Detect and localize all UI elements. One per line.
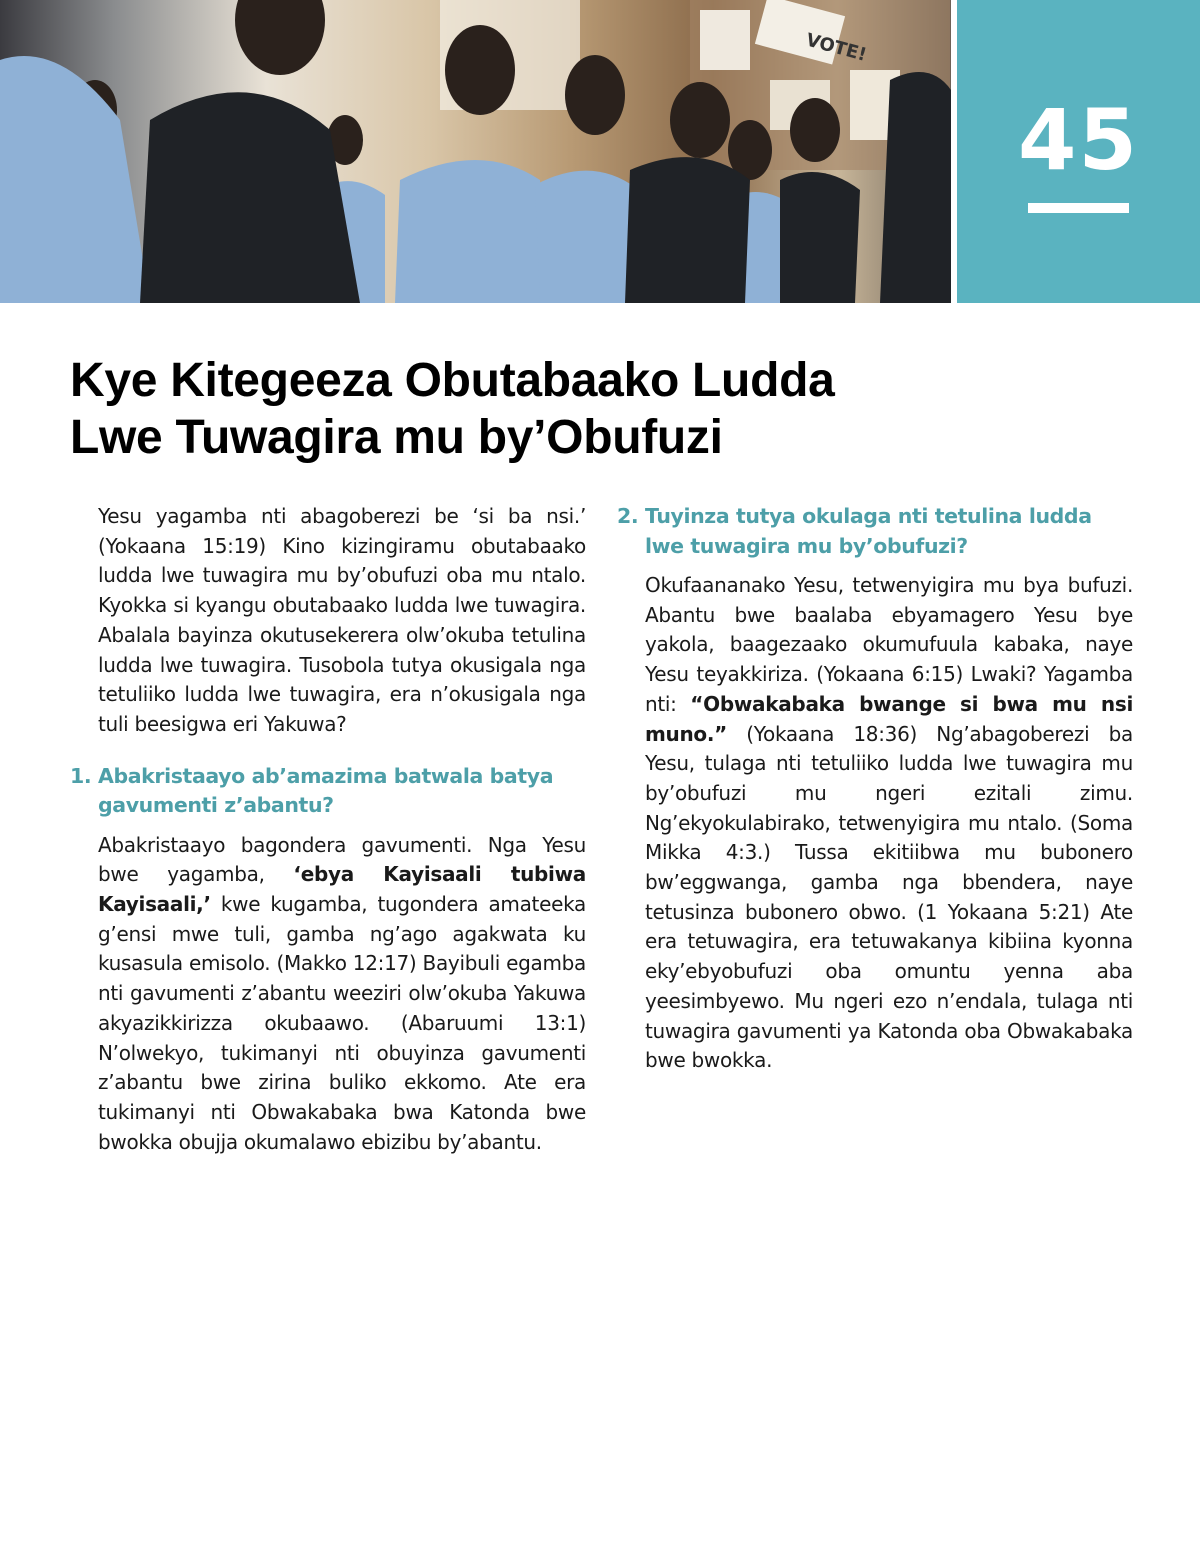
lesson-number-badge [957, 0, 1200, 303]
lesson-number: 45 [1018, 91, 1139, 189]
section-1-bold-quote: ‘ebya Kayisaali tubiwa Kayisaali,’ [98, 862, 586, 917]
section-2-number: 2. [617, 504, 639, 528]
lesson-number-underline [1028, 203, 1129, 213]
section-2-text-a: Okufaananako Yesu, tetwenyigira mu bya bufuzi. Abantu bwe baalaba ebyamagero Yesu bye yakola, baagezaako okumufuula kabaka, naye Yesu teyakkiriza. (Yokaana 6:15) Lwaki? Yagamba nti: [645, 573, 1133, 716]
students-standing-illustration [0, 0, 951, 303]
left-column [70, 502, 586, 1157]
title-line-2: Lwe Tuwagira mu by’Obufuzi [70, 411, 723, 464]
vote-sign-text: VOTE! [803, 29, 869, 66]
section-1-text-b: kwe kugamba, tugondera amateeka g’ensi mwe tuli, gamba ng’ago agakwata ku kusasula emisolo. (Makko 12:17) Bayibuli egamba nti gavumenti z’abantu weeziri olw’okuba Yakuwa akyazikkirizza okubaawo. (Abaruumi 13:1) N’olwekyo, tukimanyi nti obuyinza gavumenti z’abantu bwe zirina buliko ekkomo. Ate era tukimanyi nti Obwakabaka bwa Katonda bwe bwokka obujja okumalawo ebizibu by’abantu. [98, 892, 586, 1154]
page-title [70, 352, 1180, 466]
section-2-bold-quote: “Obwakabaka bwange si bwa mu nsi muno.” [645, 691, 1133, 746]
section-2-paragraph [645, 571, 1133, 1076]
section-2-question [617, 502, 1133, 561]
section-1-text-a: Abakristaayo bagondera gavumenti. Nga Yesu bwe yagamba, [98, 832, 586, 887]
header-photo [0, 0, 951, 303]
title-line-1: Kye Kitegeeza Obutabaako Ludda [70, 354, 835, 407]
section-1-question [70, 762, 586, 821]
section-2-text-b: (Yokaana 18:36) Ng’abagoberezi ba Yesu, tulaga nti tetuliiko ludda lwe tuwagira mu by’obufuzi mu ngeri ezitali zimu. Ng’ekyokulabirako, tetwenyigira mu ntalo. (Soma Mikka 4:3.) Tussa ekitiibwa mu bubonero bw’eggwanga, gamba nga bbendera, naye tetusinza bubonero obwo. (1 Yokaana 5:21) Ate era tetuwagira, era tetuwakanya kibiina kyonna eky’ebyobufuzi oba omuntu yenna aba yeesimbyewo. Mu ngeri ezo n’endala, tulaga nti tuwagira gavumenti ya Katonda oba Obwakabaka bwe bwokka. [645, 721, 1133, 1073]
section-1-question-text: Abakristaayo ab’amazima batwala batya gavumenti z’abantu? [98, 763, 554, 818]
section-1-number: 1. [70, 763, 92, 788]
right-column [617, 502, 1133, 1076]
intro-paragraph: Yesu yagamba nti abagoberezi be ‘si ba nsi.’ (Yokaana 15:19) Kino kizingiramu obutabaako ludda lwe tuwagira mu by’obufuzi oba mu ntalo. Kyokka si kyangu obutabaako ludda lwe tuwagira. Abalala bayinza okutusekerera olw’okuba tetulina ludda lwe tuwagira. Tusobola tutya okusigala nga tetuliiko ludda lwe tuwagira, era n’okusigala nga tuli beesigwa eri Yakuwa? [98, 504, 586, 736]
section-1-paragraph [98, 831, 586, 1158]
section-2-question-text: Tuyinza tutya okulaga nti tetulina ludda lwe tuwagira mu by’obufuzi? [645, 504, 1092, 558]
